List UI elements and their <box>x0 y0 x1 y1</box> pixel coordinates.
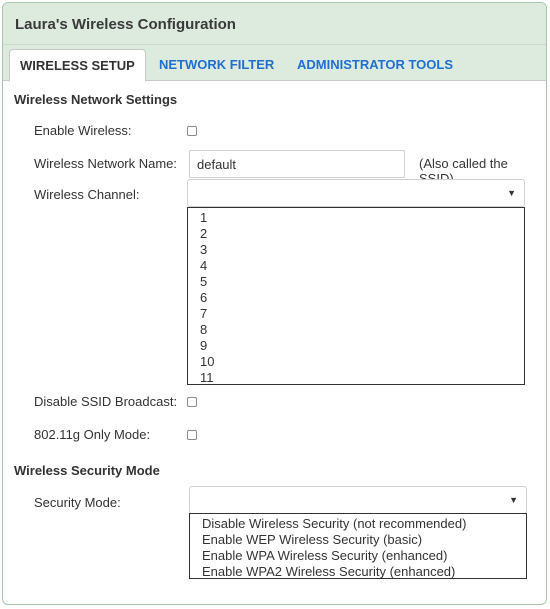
channel-option[interactable]: 7 <box>200 306 208 321</box>
tab-network-filter[interactable]: NETWORK FILTER <box>159 57 275 72</box>
security-option-disable[interactable]: Disable Wireless Security (not recommended) <box>202 516 467 531</box>
tab-bar <box>3 45 546 81</box>
network-name-input[interactable] <box>189 150 405 178</box>
wireless-channel-listbox[interactable] <box>187 207 525 385</box>
channel-option[interactable]: 11 <box>200 370 214 385</box>
g-only-mode-checkbox[interactable] <box>187 430 197 440</box>
channel-option[interactable]: 8 <box>200 322 208 337</box>
security-option-wpa2[interactable]: Enable WPA2 Wireless Security (enhanced) <box>202 564 456 579</box>
wireless-settings-heading: Wireless Network Settings <box>14 92 178 107</box>
channel-option[interactable]: 2 <box>200 226 208 241</box>
security-mode-select[interactable] <box>189 486 527 514</box>
security-mode-label: Security Mode: <box>34 495 121 510</box>
enable-wireless-label: Enable Wireless: <box>34 123 132 138</box>
channel-option[interactable]: 6 <box>200 290 208 305</box>
disable-ssid-broadcast-checkbox[interactable] <box>187 397 197 407</box>
enable-wireless-checkbox[interactable] <box>187 126 197 136</box>
channel-option[interactable]: 10 <box>200 354 215 369</box>
chevron-down-icon: ▼ <box>507 188 516 198</box>
security-option-wep[interactable]: Enable WEP Wireless Security (basic) <box>202 532 423 547</box>
tab-wireless-setup[interactable]: WIRELESS SETUP <box>9 49 146 82</box>
wireless-channel-select[interactable] <box>187 179 525 207</box>
security-mode-heading: Wireless Security Mode <box>14 463 160 478</box>
network-name-label: Wireless Network Name: <box>34 156 178 171</box>
channel-option[interactable]: 1 <box>200 210 208 225</box>
wireless-channel-label: Wireless Channel: <box>34 187 140 202</box>
page-title: Laura's Wireless Configuration <box>15 16 236 33</box>
security-mode-listbox[interactable] <box>189 513 527 579</box>
channel-option[interactable]: 4 <box>200 258 208 273</box>
panel-header <box>3 3 546 45</box>
channel-option[interactable]: 9 <box>200 338 208 353</box>
tab-administrator-tools[interactable]: ADMINISTRATOR TOOLS <box>297 57 453 72</box>
chevron-down-icon: ▼ <box>509 495 518 505</box>
channel-option[interactable]: 5 <box>200 274 208 289</box>
config-panel <box>2 2 547 605</box>
security-option-wpa[interactable]: Enable WPA Wireless Security (enhanced) <box>202 548 448 563</box>
channel-option[interactable]: 3 <box>200 242 208 257</box>
disable-ssid-broadcast-label: Disable SSID Broadcast: <box>34 394 178 409</box>
ssid-hint: (Also called the <box>419 156 508 171</box>
g-only-mode-label: 802.11g Only Mode: <box>34 427 151 442</box>
